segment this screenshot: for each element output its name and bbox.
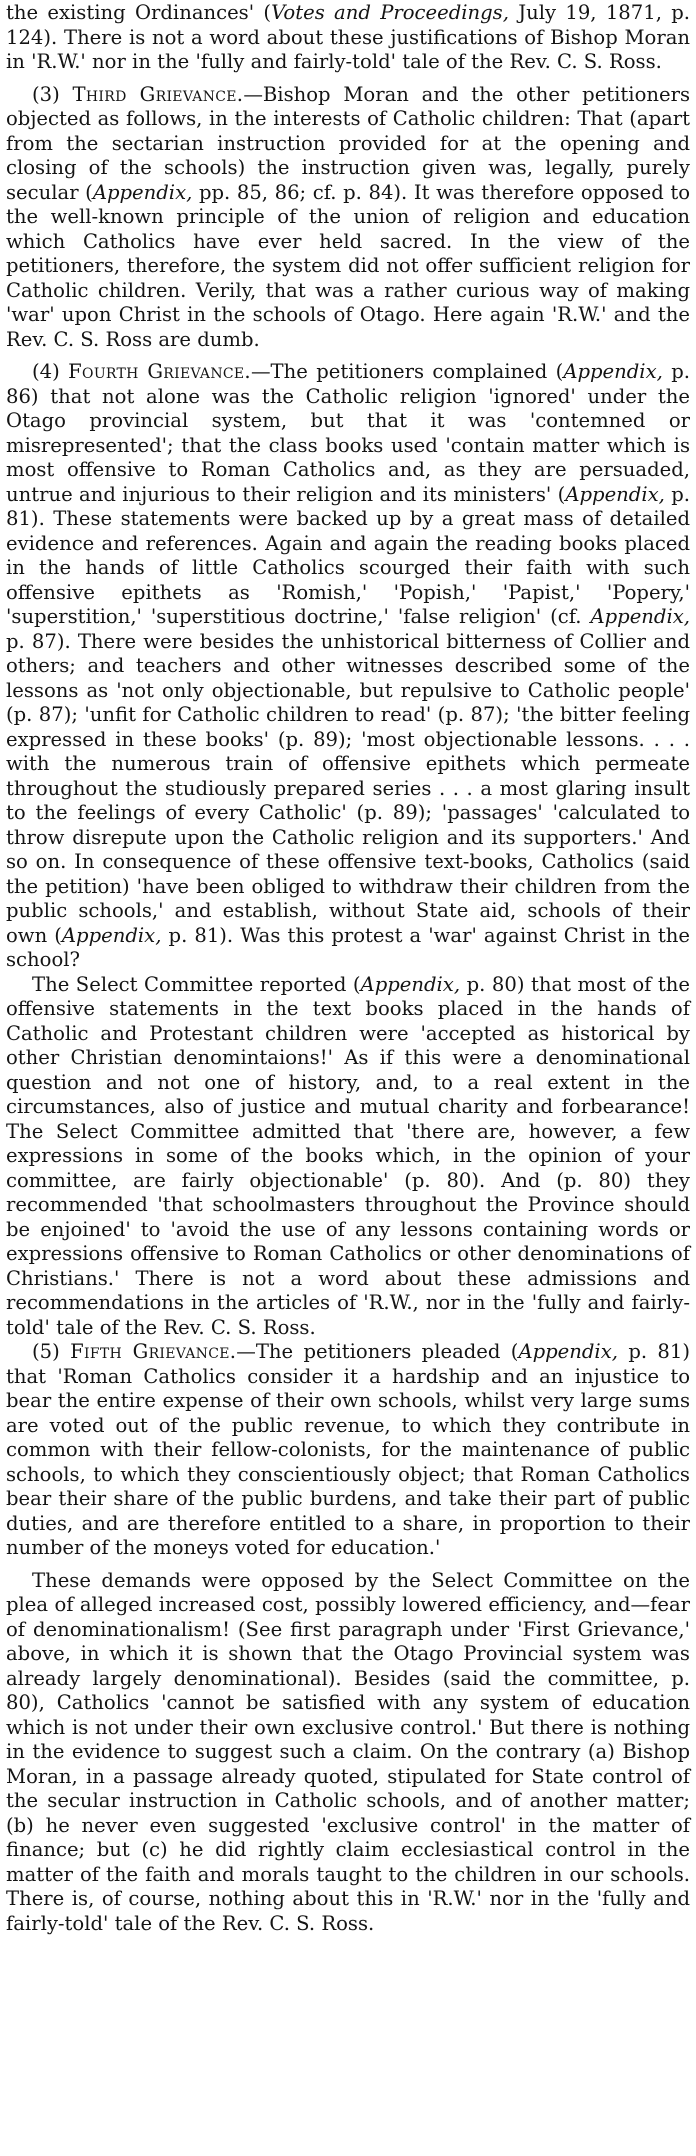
text-run: —The petitioners pleaded ( <box>236 1340 519 1363</box>
text-run: These demands were opposed by the Select Committee on the plea of alleged increased cost, possibly lowered efficiency, and—fear of denominationalism! (See first paragraph under 'First Grievance,' above, in which it is shown that the Otago Provincial system was already largely denominational). Besides (said the committee, p. 80), Catholics 'cannot be satisfied with any system of education which is not under their own exclusive control.' But there is nothing in the evidence to suggest such a claim. On the contrary (a) Bishop Moran, in a passage already quoted, stipulated for State control of the secular instruction in Catholic schools, and of another matter; (b) he never even suggested 'exclusive control' in the matter of finance; but (c) he did rightly claim ecclesiastical control in the matter of the faith and morals taught to the children in our schools. There is, of course, nothing about this in 'R.W.' nor in the 'fully and fairly-told' tale of the Rev. C. S. Ross. <box>6 1568 690 1935</box>
text-run: —The petitioners complained ( <box>250 360 564 383</box>
text-run: (5) <box>32 1340 71 1363</box>
text-run: July 19, 1871, p. 124). There is not a word about these justifications of Bishop Moran in 'R.W.' nor in the 'fully and fairly-told' tale of the Rev. C. S. Ross. <box>6 1 691 73</box>
text-run: p. 81) that 'Roman Catholics consider it a hardship and an injustice to bear the entire expense of their own schools, whilst very large sums are voted out of the public revenue, to which they contribute in common with their fellow-colonists, for the maintenance of public schools, to which they conscientiously object; that Roman Catholics bear their share of the public burdens, and take their part of public duties, and are therefore entitled to a share, in proportion to their number of the moneys voted for education.' <box>6 1340 691 1559</box>
text-run: (3) <box>32 82 73 106</box>
paragraph-third-grievance <box>6 83 690 353</box>
text-run: p. 86) that not alone was the Catholic religion 'ignored' under the Otago provincial system, but that it was 'contemned or misrepresented'; that the class books used 'contain matter which is most offensive to Roman Catholics and, as they are persuaded, untrue and injurious to their religion and its ministers' ( <box>6 360 691 506</box>
paragraph-continuation <box>6 1 690 75</box>
paragraph-fourth-grievance <box>6 360 690 973</box>
text-run: p. 81). Was this protest a 'war' against Christ in the school? <box>6 923 690 971</box>
italic-citation: Appendix, <box>518 1340 618 1363</box>
paragraph-committee-opposition <box>6 1569 690 1937</box>
text-run: (4) <box>32 360 69 383</box>
italic-citation: Votes and Proceedings, <box>271 1 509 24</box>
paragraph-fifth-grievance <box>6 1340 690 1561</box>
paragraph-select-committee-report <box>6 973 690 1341</box>
text-run: —Bishop Moran and the other petitioners objected as follows, in the interests of Catholic children: That (apart from the sectarian instruction provided for at the opening and closing of the schools) the instruction given was, legally, purely secular ( <box>6 82 690 204</box>
section-heading: Fourth Grievance. <box>68 360 251 383</box>
text-run: The Select Committee reported ( <box>32 972 361 996</box>
italic-citation: Appendix, <box>360 972 461 996</box>
text-run: p. 81). These statements were backed up by a great mass of detailed evidence and references. Again and again the reading books placed in the hands of little Catholics scourged their faith with such offensive epithets as 'Romish,' 'Popish,' 'Papist,' 'Popery,' 'superstition,' 'superstitious doctrine,' 'false religion' (cf. <box>6 482 691 628</box>
section-heading: Third Grievance. <box>72 82 244 106</box>
section-heading: Fifth Grievance. <box>70 1340 237 1363</box>
text-run: the existing Ordinances' ( <box>6 1 272 24</box>
italic-citation: Appendix, <box>563 360 663 383</box>
italic-citation: Appendix, <box>92 180 193 204</box>
italic-citation: Appendix, <box>61 923 162 947</box>
text-run: pp. 85, 86; cf. p. 84). It was therefore opposed to the well-known principle of the union of religion and education which Catholics have ever held sacred. In the view of the petitioners, therefore, the system did not offer sufficient religion for Catholic children. Verily, that was a rather curious way of making 'war' upon Christ in the schools of Otago. Here again 'R.W.' and the Rev. C. S. Ross are dumb. <box>6 180 691 351</box>
italic-citation: Appendix, <box>565 482 665 506</box>
italic-citation: Appendix, <box>590 605 690 628</box>
text-run: p. 80) that most of the offensive statements in the text books placed in the hands of Catholic and Protestant children were 'accepted as historical by other Christian denomintaions!' As if this were a denominational question and not one of history, and, to a real extent in the circumstances, also of justice and mutual charity and forbearance! The Select Committee admitted that 'there are, however, a few expressions in some of the books which, in the opinion of your committee, are fairly objectionable' (p. 80). And (p. 80) they recommended 'that schoolmasters throughout the Province should be enjoined' to 'avoid the use of any lessons containing words or expressions offensive to Roman Catholics or other denominations of Christians.' There is not a word about these admissions and recommendations in the articles of 'R.W., nor in the 'fully and fairly-told' tale of the Rev. C. S. Ross. <box>6 972 690 1339</box>
text-run: p. 87). There were besides the unhistorical bitterness of Collier and others; and teachers and other witnesses described some of the lessons as 'not only objectionable, but repulsive to Catholic people' (p. 87); 'unfit for Catholic children to read' (p. 87); 'the bitter feeling expressed in these books' (p. 89); 'most objectionable lessons. . . . with the numerous train of offensive epithets which permeate throughout the studiously prepared series . . . a most glaring insult to the feelings of every Catholic' (p. 89); 'passages' 'calculated to throw disrepute upon the Catholic religion and its supporters.' And so on. In consequence of these offensive text-books, Catholics (said the petition) 'have been obliged to withdraw their children from the public schools,' and establish, without State aid, schools of their own ( <box>6 629 690 947</box>
